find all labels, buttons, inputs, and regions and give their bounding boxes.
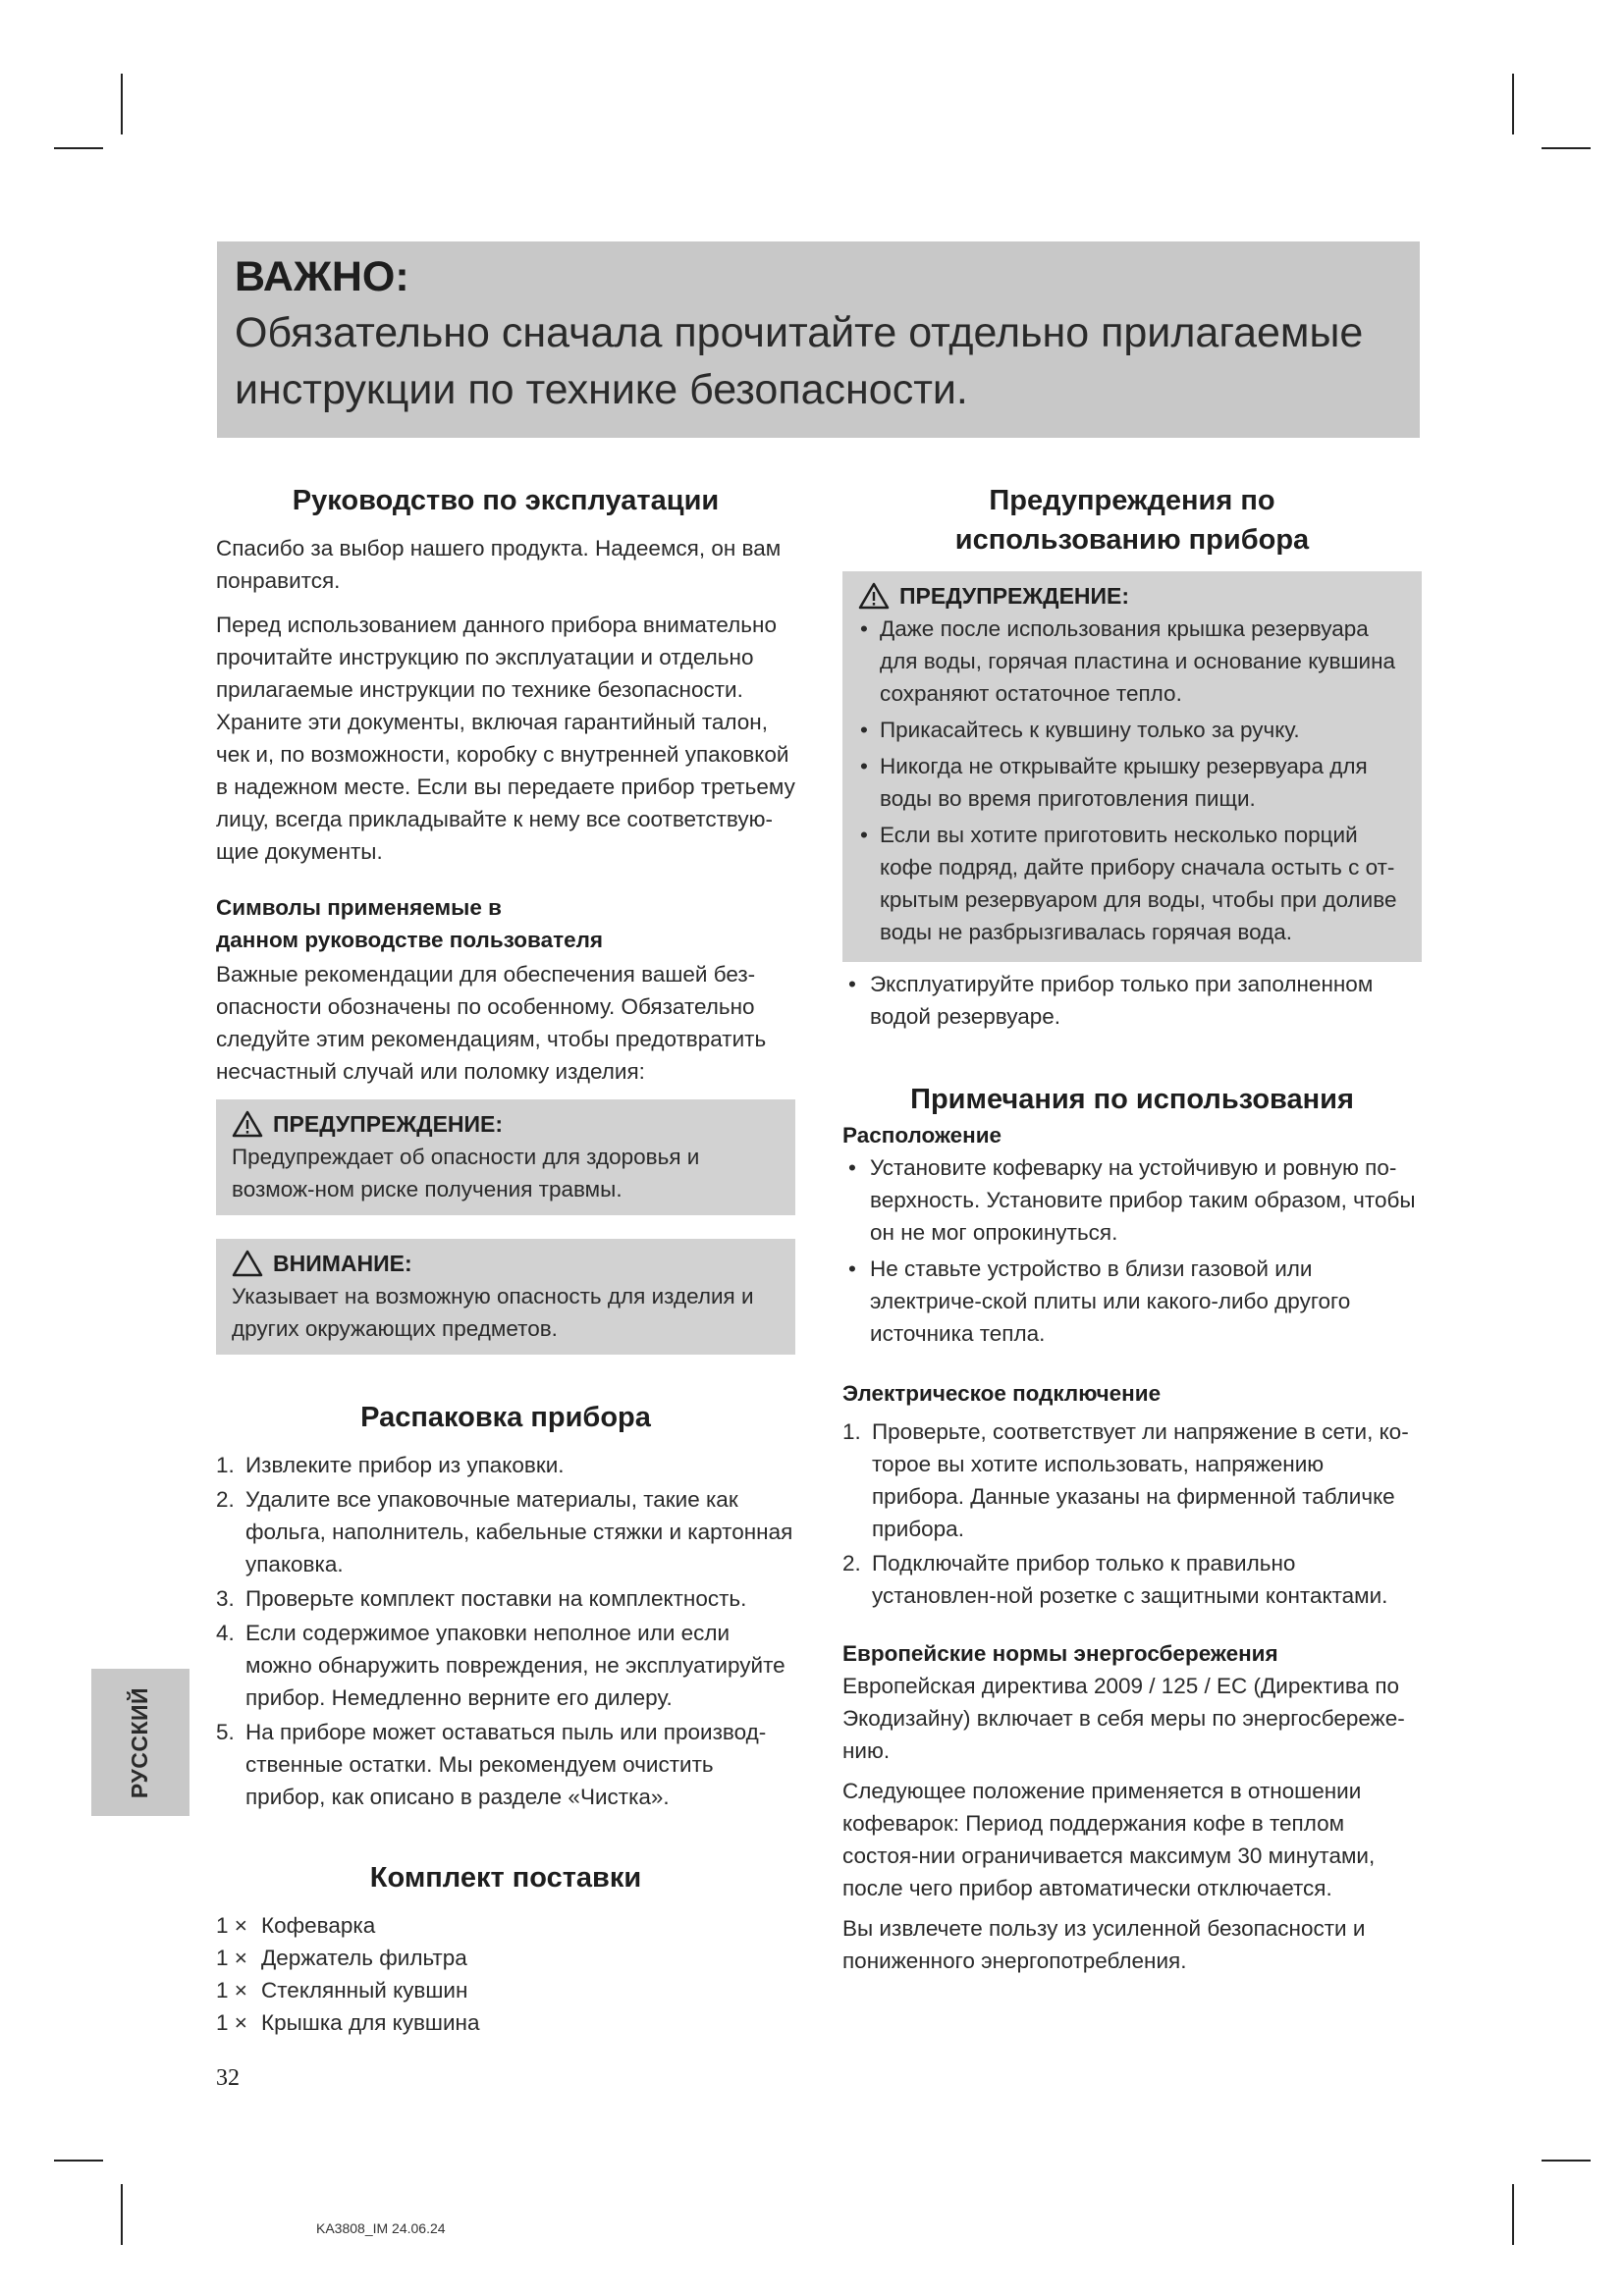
unpack-steps bbox=[216, 1449, 795, 1813]
list-item: • Не ставьте устройство в близи газовой или электриче-ской плиты или какого-либо другого источника тепла. bbox=[848, 1256, 1351, 1346]
electric-step: 1. Проверьте, соответствует ли напряжение в сети, ко-торое вы хотите использовать, напряжению прибора. Данные указаны на фирменной табличке прибора. bbox=[842, 1419, 1409, 1541]
kit-item: 1 × Крышка для кувшина bbox=[216, 2010, 480, 2035]
warning-head bbox=[232, 1107, 782, 1141]
location-list bbox=[842, 1151, 1422, 1350]
eco-paragraph-3: Вы извлечете пользу из усиленной безопасности и пониженного энергопотребления. bbox=[842, 1916, 1366, 1973]
crop-mark bbox=[121, 2184, 123, 2245]
electric-title: Электрическое подключение bbox=[842, 1381, 1162, 1406]
thanks-text: Спасибо за выбор нашего продукта. Надеемся, он вам понравится. bbox=[216, 536, 782, 593]
kit-item: 1 × Держатель фильтра bbox=[216, 1946, 467, 1970]
kit-list bbox=[216, 1909, 795, 2039]
unpack-step: 4. Если содержимое упаковки неполное или если можно обнаружить повреждения, не эксплуатируйте прибор. Немедленно верните его дилеру. bbox=[216, 1621, 785, 1710]
crop-mark bbox=[1512, 2184, 1514, 2245]
location-title: Расположение bbox=[842, 1123, 1002, 1148]
crop-mark bbox=[54, 2160, 103, 2162]
important-line-1: Обязательно сначала прочитайте отдельно прилагаемые bbox=[235, 309, 1364, 356]
crop-mark bbox=[121, 74, 123, 134]
eco-paragraph-2: Следующее положение применяется в отношении кофеварок: Период поддержания кофе в теплом состоя-нии ограничивается максимум 30 минутами, после чего прибор автоматически отключается. bbox=[842, 1779, 1376, 1900]
crop-mark bbox=[1542, 147, 1591, 149]
language-tab bbox=[91, 1669, 189, 1816]
manual-title: Руководство по эксплуатации bbox=[292, 485, 720, 516]
symbols-text: Важные рекомендации для обеспечения вашей без-опасности обозначены по особенному. Обязательно следуйте этим рекомендациям, чтобы предотвратить несчастный случай или поломку изделия: bbox=[216, 962, 767, 1084]
page-number: 32 bbox=[216, 2065, 240, 2091]
list-item: • Эксплуатируйте прибор только при заполненном водой резервуаре. bbox=[848, 972, 1374, 1029]
unpack-step: 1. Извлеките прибор из упаковки. bbox=[216, 1453, 565, 1477]
important-banner bbox=[217, 241, 1420, 438]
crop-mark bbox=[1542, 2160, 1591, 2162]
important-line-2: инструкции по технике безопасности. bbox=[235, 366, 968, 413]
electric-steps bbox=[842, 1415, 1422, 1612]
warnings-title-1: Предупреждения по bbox=[989, 485, 1275, 516]
unpack-title: Распаковка прибора bbox=[360, 1402, 651, 1433]
attention-head-label: ВНИМАНИЕ: bbox=[273, 1251, 412, 1276]
right-column bbox=[842, 481, 1422, 1977]
attention-text: Указывает на возможную опасность для изделия и других окружающих предметов. bbox=[232, 1284, 754, 1341]
kit-title: Комплект поставки bbox=[369, 1862, 642, 1894]
crop-mark bbox=[1512, 74, 1514, 134]
list-item: • Даже после использования крышка резервуара для воды, горячая пластина и основание кувшина сохраняют остаточное тепло. bbox=[860, 616, 1396, 706]
list-item: • Прикасайтесь к кувшину только за ручку. bbox=[860, 718, 1300, 742]
attention-head bbox=[232, 1247, 782, 1280]
language-tab-label: РУССКИЙ bbox=[127, 1686, 153, 1798]
symbols-title-1: Символы применяемые в bbox=[216, 895, 502, 920]
kit-item: 1 × Стеклянный кувшин bbox=[216, 1978, 468, 2002]
usage-warning-head-label: ПРЕДУПРЕЖДЕНИЕ: bbox=[899, 583, 1130, 609]
usage-warning-list bbox=[858, 613, 1408, 948]
symbols-title-2: данном руководстве пользователя bbox=[216, 928, 604, 952]
usage-warning-head bbox=[858, 579, 1408, 613]
list-item: • Установите кофеварку на устойчивую и ровную по-верхность. Установите прибор таким образом, чтобы он не мог опрокинуться. bbox=[848, 1155, 1416, 1245]
list-item: • Никогда не открывайте крышку резервуара для воды во время приготовления пищи. bbox=[860, 754, 1368, 811]
unpack-step: 5. На приборе может оставаться пыль или производ-ственные остатки. Мы рекомендуем очистить прибор, как описано в разделе «Чистка». bbox=[216, 1720, 767, 1809]
after-box-list bbox=[842, 968, 1422, 1033]
notes-title: Примечания по использования bbox=[910, 1084, 1354, 1115]
eco-paragraph-1: Европейская директива 2009 / 125 / ЕС (Директива по Экодизайну) включает в себя меры по энергосбереже-нию. bbox=[842, 1674, 1405, 1763]
eco-title: Европейские нормы энергосбережения bbox=[842, 1641, 1278, 1666]
warnings-title-2: использованию прибора bbox=[954, 524, 1310, 556]
warning-box bbox=[216, 1099, 795, 1215]
electric-step: 2. Подключайте прибор только к правильно установлен-ной розетке с защитными контактами. bbox=[842, 1551, 1388, 1608]
footer-code: KA3808_IM 24.06.24 bbox=[316, 2220, 446, 2236]
attention-box bbox=[216, 1239, 795, 1355]
important-title: ВАЖНО: bbox=[235, 253, 409, 300]
unpack-step: 2. Удалите все упаковочные материалы, такие как фольга, наполнитель, кабельные стяжки и картонная упаковка. bbox=[216, 1487, 793, 1576]
warning-triangle-icon bbox=[858, 582, 890, 610]
warning-head-label: ПРЕДУПРЕЖДЕНИЕ: bbox=[273, 1111, 504, 1137]
kit-item: 1 × Кофеварка bbox=[216, 1913, 376, 1938]
warning-triangle-icon bbox=[232, 1110, 263, 1138]
warning-text: Предупреждает об опасности для здоровья и возмож-ном риске получения травмы. bbox=[232, 1145, 700, 1201]
crop-mark bbox=[54, 147, 103, 149]
caution-triangle-icon bbox=[232, 1250, 263, 1277]
unpack-step: 3. Проверьте комплект поставки на комплектность. bbox=[216, 1586, 747, 1611]
usage-warning-box bbox=[842, 571, 1422, 962]
list-item: • Если вы хотите приготовить несколько порций кофе подряд, дайте прибору сначала остыть с от-крытым резервуаром для воды, чтобы при доливе воды не разбрызгивалась горячая вода. bbox=[860, 823, 1397, 944]
left-column bbox=[216, 481, 795, 2039]
before-use-text: Перед использованием данного прибора внимательно прочитайте инструкцию по эксплуатации и отдельно прилагаемые инструкции по технике безопасности. Храните эти документы, включая гарантийный талон, чек и, по возможности, коробку с внутренней упаковкой в надежном месте. Если вы передаете прибор третьему лицу, всегда прикладывайте к нему все соответствую-щие документы. bbox=[216, 613, 795, 864]
